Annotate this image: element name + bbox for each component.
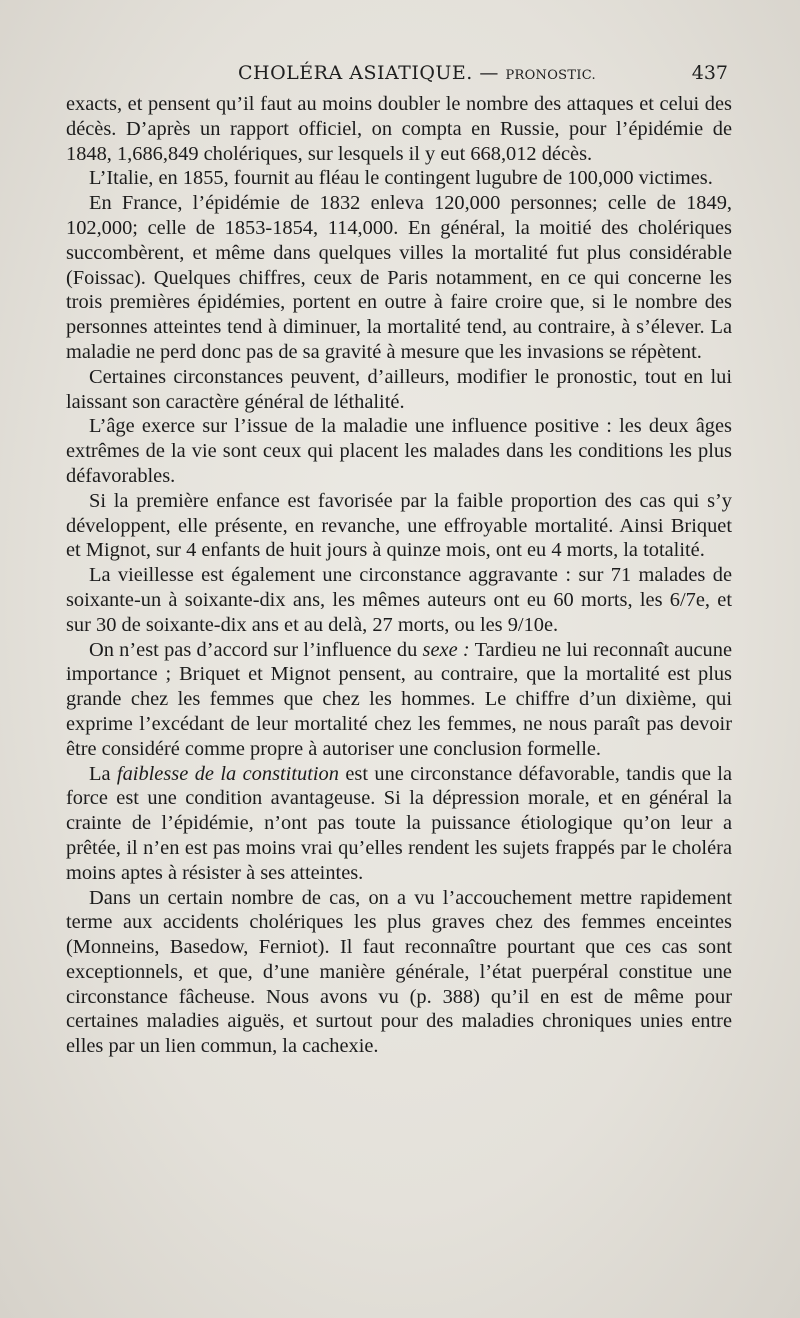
paragraph-age: L’âge exerce sur l’issue de la maladie une influence positive : les deux âges extrêmes de la vie sont ceux qui placent les malades dans les conditions les plus défavorables. [66, 415, 732, 487]
paragraph-childhood: Si la première enfance est favorisée par la faible proportion des cas qui s’y développent, elle présente, en revanche, une effroyable mortalité. Ainsi Briquet et Mignot, sur 4 enfants de huit jours à quinze mois, ont eu 4 morts, la totalité. [66, 489, 732, 562]
title-dash: — [479, 62, 499, 84]
text-segment: est une circonstance défavorable, tandis que la force est une condition avantageuse. Si la dépression morale, et en général la crainte de l’épidémie, n’ont pas toute la puissance étiologique qu’on leur a prêtée, il n’en est pas moins vrai qu’elles rendent les sujets frappés par le choléra moins aptes à résister à ses atteintes. [66, 762, 732, 884]
text-segment: Tardieu ne lui reconnaît aucune importance ; Briquet et Mignot pensent, au contraire, que la mortalité est plus grande chez les femmes que chez les hommes. Le chiffre d’un dixième, qui exprime l’excédant de leur mortalité chez les femmes, ne nous paraît pas devoir être considéré comme propre à autoriser une conclusion formelle. [66, 638, 733, 760]
running-header [66, 60, 732, 90]
paragraph-continued: exacts, et pensent qu’il faut au moins doubler le nombre des attaques et celui des décès. D’après un rapport officiel, on compta en Russie, pour l’épidémie de 1848, 1,686,849 cholériques, sur lesquels il y eut 668,012 décès. [66, 93, 732, 165]
paragraph-france: En France, l’épidémie de 1832 enleva 120,000 personnes; celle de 1849, 102,000; celle de 1853-1854, 114,000. En général, la moitié des cholériques succombèrent, et même dans quelques villes la mortalité fut plus considérable (Foissac). Quelques chiffres, ceux de Paris notamment, en ce qui concerne les trois premières épidémies, portent en outre à faire croire que, si le nombre des personnes atteintes tend à diminuer, la mortalité tend, au contraire, à s’élever. La maladie ne perd donc pas de sa gravité à mesure que les invasions se répètent. [66, 192, 732, 363]
chapter-title: CHOLÉRA ASIATIQUE. [238, 62, 473, 84]
paragraph-italy: L’Italie, en 1855, fournit au fléau le contingent lugubre de 100,000 victimes. [89, 167, 713, 190]
paragraph-old-age: La vieillesse est également une circonstance aggravante : sur 71 malades de soixante-un à soixante-dix ans, les mêmes auteurs ont eu 60 morts, les 6/7e, et sur 30 de soixante-dix ans et au delà, 27 morts, ou les 9/10e. [66, 564, 732, 636]
text-segment: On n’est pas d’accord sur l’influence du [89, 638, 423, 661]
paragraph-circumstances: Certaines circonstances peuvent, d’ailleurs, modifier le pronostic, tout en lui laissant son caractère général de léthalité. [66, 365, 732, 413]
italic-term: sexe : [422, 638, 470, 661]
paragraph-constitution [66, 762, 732, 886]
text-segment: La [89, 762, 117, 785]
body-text [66, 92, 732, 1059]
section-title: PRONOSTIC. [505, 68, 596, 83]
paragraph-pregnancy: Dans un certain nombre de cas, on a vu l’accouchement mettre rapidement terme aux accidents cholériques les plus graves chez des femmes enceintes (Monneins, Basedow, Ferniot). Il faut reconnaître pourtant que ces cas sont exceptionnels, et que, d’une manière générale, l’état puerpéral constitue une circonstance fâcheuse. Nous avons vu (p. 388) qu’il en est de même pour certaines maladies aiguës, et surtout pour des maladies chroniques unies entre elles par un lien commun, la cachexie. [66, 886, 732, 1058]
paragraph-sex [66, 638, 732, 762]
running-title [238, 62, 596, 84]
page-number: 437 [691, 62, 728, 84]
italic-term: faiblesse de la constitution [116, 762, 339, 785]
